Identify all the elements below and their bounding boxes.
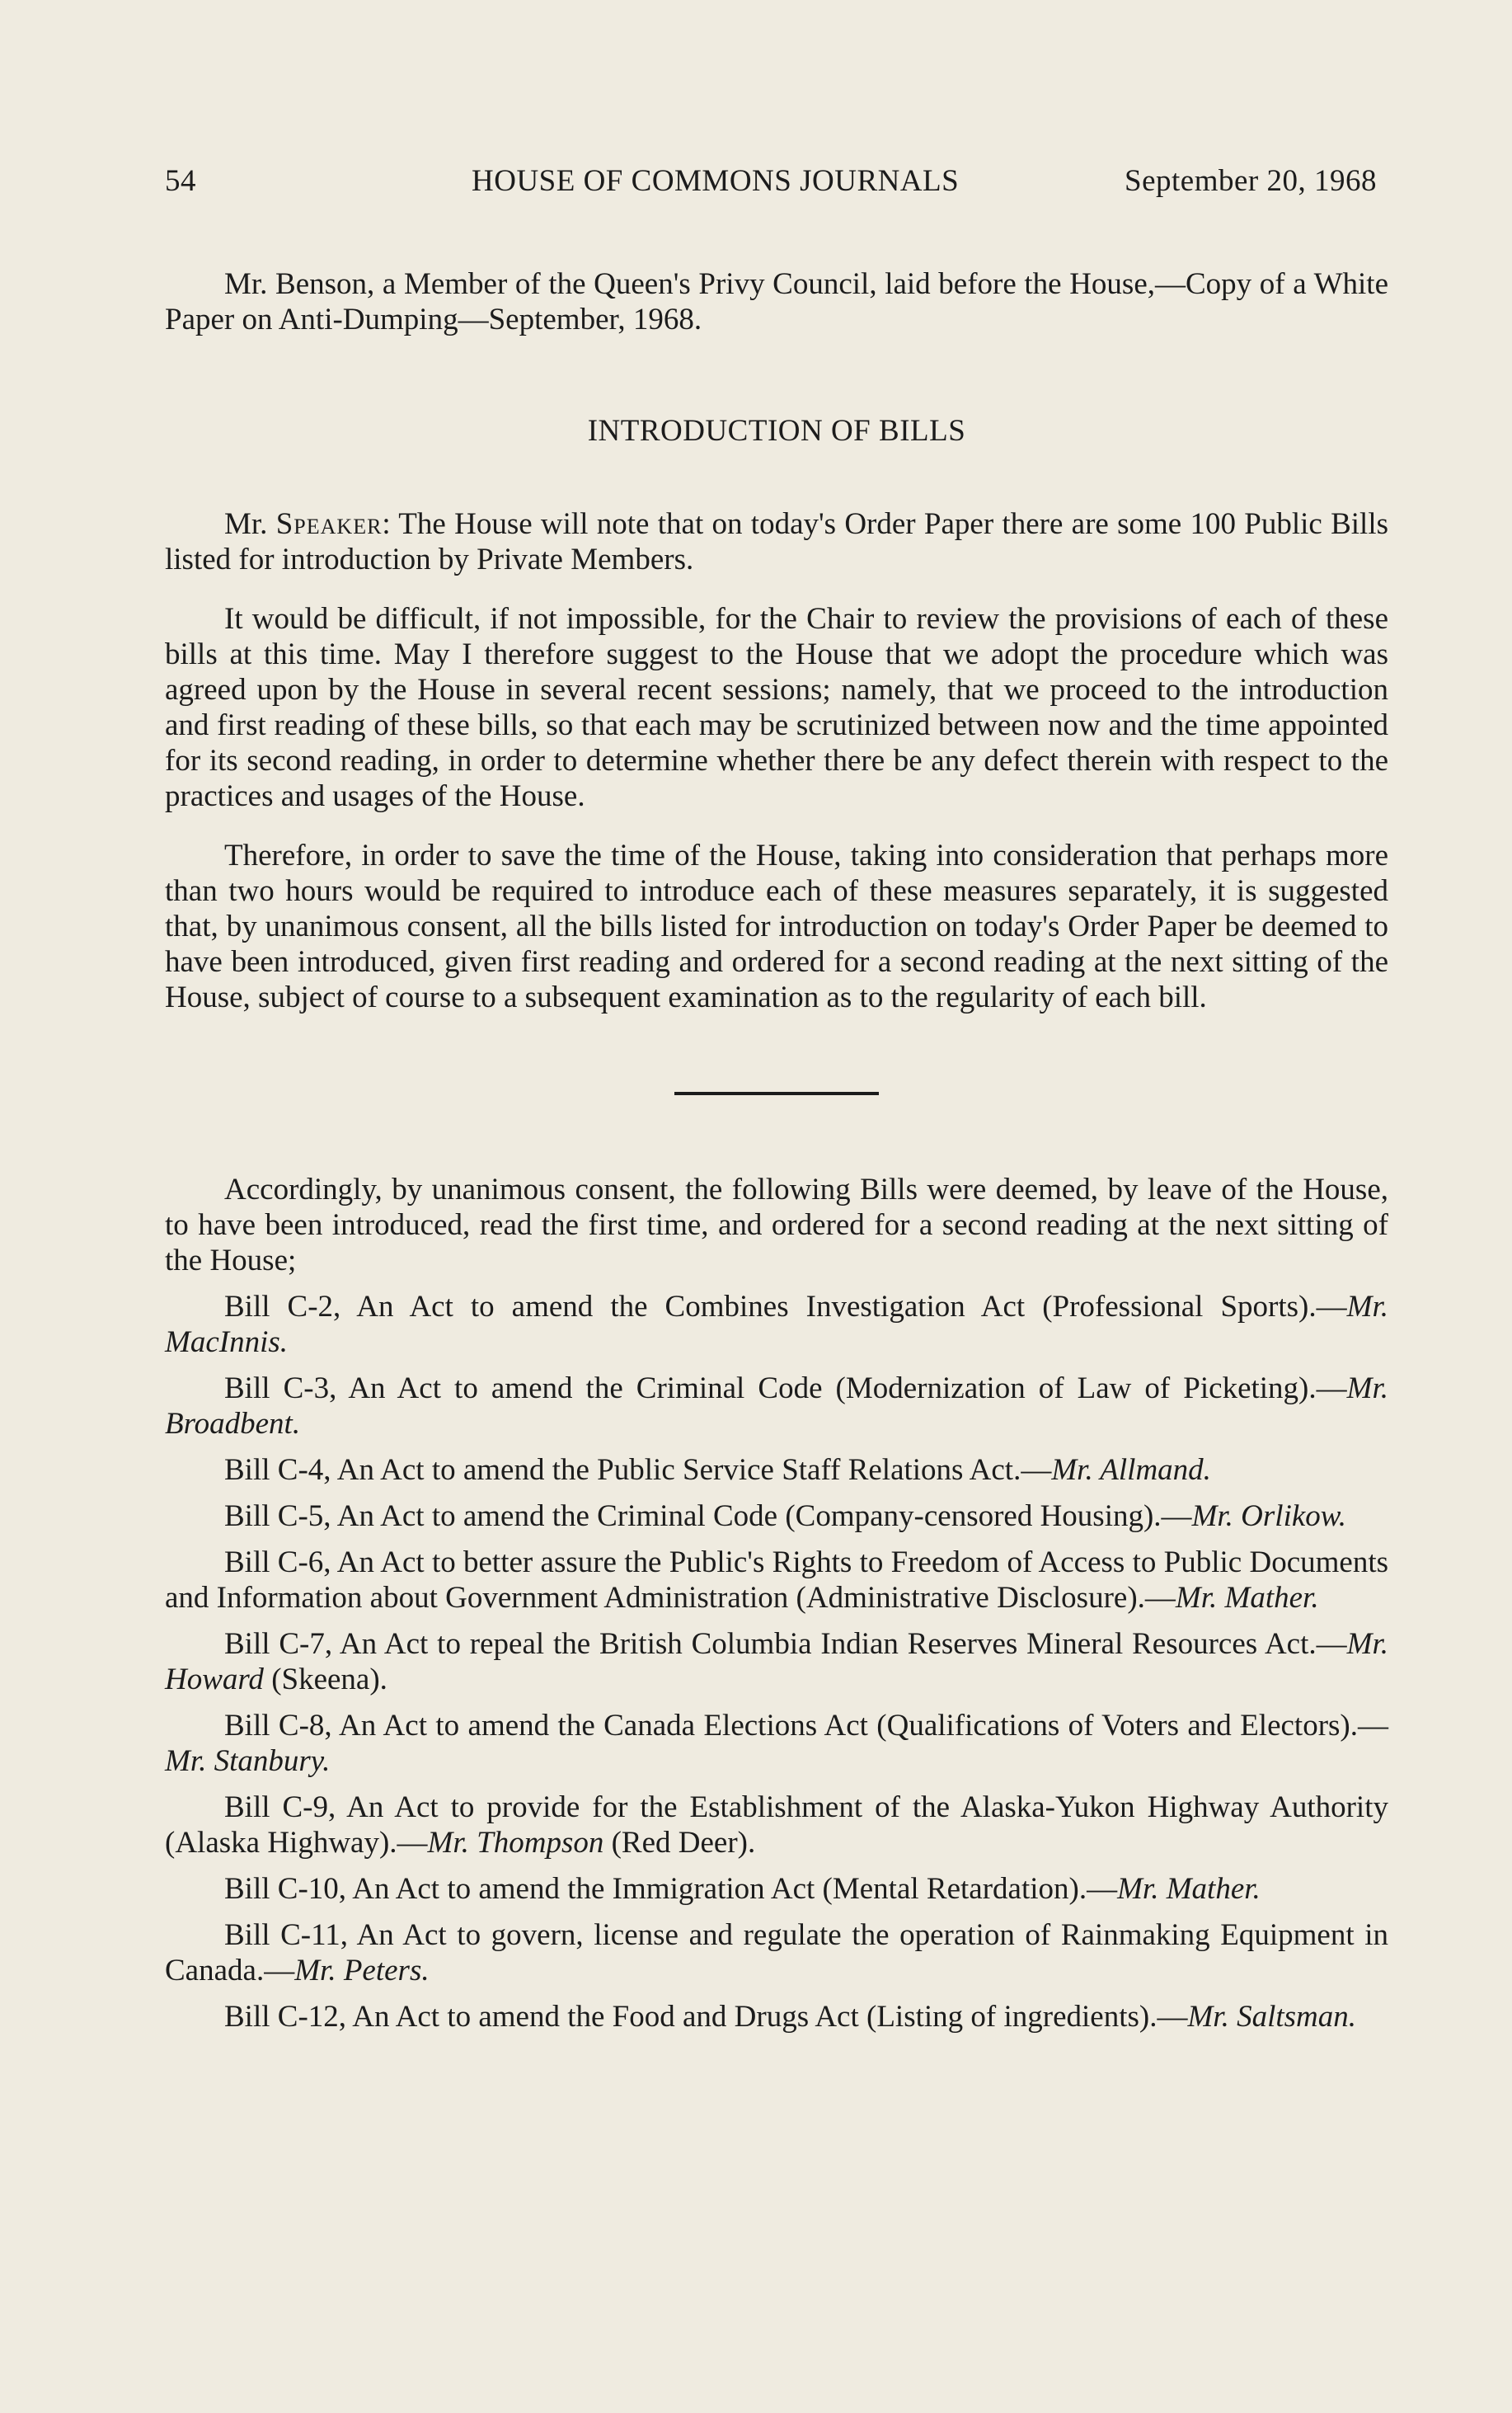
bill-sponsor: Mr. Broadbent. xyxy=(165,1371,1388,1441)
bill-entry xyxy=(165,1498,1388,1534)
header-date: September 20, 1968 xyxy=(1125,164,1377,198)
bill-title: Bill C-9, An Act to provide for the Establishment of the Alaska-Yukon Highway Authority (Alaska Highway).— xyxy=(165,1790,1388,1860)
bill-entry xyxy=(165,1708,1388,1779)
speaker-text: : The House will note that on today's Order Paper there are some 100 Public Bills listed for introduction by Private Members. xyxy=(165,507,1389,576)
bill-title: Bill C-11, An Act to govern, license and regulate the operation of Rainmaking Equipment in Canada.— xyxy=(165,1918,1388,1987)
body-paragraph: It would be difficult, if not impossible, for the Chair to review the provisions of each of these bills at this time. May I therefore suggest to the House that we adopt the procedure which was agreed upon by the House in several recent sessions; namely, that we proceed to the introduction and first reading of these bills, so that each may be scrutinized between now and the time appointed for its second reading, in order to determine whether there be any defect therein with respect to the practices and usages of the House. xyxy=(165,602,1388,813)
journal-title: HOUSE OF COMMONS JOURNALS xyxy=(472,164,960,198)
bill-entry xyxy=(165,1545,1388,1616)
bill-sponsor: Mr. Orlikow. xyxy=(1191,1499,1346,1533)
bill-riding: (Red Deer). xyxy=(603,1826,756,1860)
page-number: 54 xyxy=(165,164,196,198)
bill-sponsor: Mr. Mather. xyxy=(1175,1581,1319,1615)
bill-entry xyxy=(165,1452,1388,1488)
bill-title: Bill C-4, An Act to amend the Public Service Staff Relations Act.— xyxy=(224,1453,1052,1487)
section-heading: INTRODUCTION OF BILLS xyxy=(587,414,966,448)
speaker-prefix: Mr. xyxy=(224,507,276,541)
bill-sponsor: Mr. Peters. xyxy=(294,1954,430,1987)
bill-title: Bill C-6, An Act to better assure the Public's Rights to Freedom of Access to Public Documents and Information about Government Administration (Administrative Disclosure).— xyxy=(165,1545,1388,1615)
bill-sponsor: Mr. Howard xyxy=(165,1627,1388,1696)
bill-title: Bill C-2, An Act to amend the Combines Investigation Act (Professional Sports).— xyxy=(224,1290,1347,1324)
bill-sponsor: Mr. Stanbury. xyxy=(165,1744,331,1778)
bill-sponsor: Mr. Saltsman. xyxy=(1187,2000,1357,2034)
bill-sponsor: Mr. Allmand. xyxy=(1051,1453,1211,1487)
bill-entry xyxy=(165,1871,1388,1907)
section-divider xyxy=(674,1092,879,1095)
bill-entry xyxy=(165,1999,1388,2034)
running-header xyxy=(165,163,1388,199)
bill-sponsor: Mr. Thompson xyxy=(427,1826,604,1860)
bill-entry xyxy=(165,1917,1388,1988)
bill-list xyxy=(165,1289,1388,2034)
bill-title: Bill C-12, An Act to amend the Food and Drugs Act (Listing of ingredients).— xyxy=(224,2000,1188,2034)
bill-entry xyxy=(165,1626,1388,1697)
body-paragraph: Therefore, in order to save the time of the House, taking into consideration that perhaps more than two hours would be required to introduce each of these measures separately, it is suggested that, by unanimous consent, all the bills listed for introduction on today's Order Paper be deemed to have been introduced, given first reading and ordered for a second reading at the next sitting of the House, subject of course to a subsequent examination as to the regularity of each bill. xyxy=(165,839,1388,1014)
speaker-name: Speaker xyxy=(275,507,383,541)
bill-entry xyxy=(165,1371,1388,1442)
tabling-paragraph: Mr. Benson, a Member of the Queen's Privy Council, laid before the House,—Copy of a White Paper on Anti-Dumping—September, 1968. xyxy=(165,267,1388,336)
bill-riding: (Skeena). xyxy=(263,1663,387,1696)
bill-title: Bill C-10, An Act to amend the Immigration Act (Mental Retardation).— xyxy=(224,1872,1118,1906)
bill-sponsor: Mr. MacInnis. xyxy=(165,1290,1388,1359)
bill-sponsor: Mr. Mather. xyxy=(1117,1872,1261,1906)
bill-title: Bill C-3, An Act to amend the Criminal Code (Modernization of Law of Picketing).— xyxy=(224,1371,1347,1405)
bill-title: Bill C-5, An Act to amend the Criminal Code (Company-censored Housing).— xyxy=(224,1499,1192,1533)
accordingly-paragraph: Accordingly, by unanimous consent, the following Bills were deemed, by leave of the House, to have been introduced, read the first time, and ordered for a second reading at the next sitting of the House; xyxy=(165,1173,1388,1277)
bill-entry xyxy=(165,1790,1388,1860)
bill-title: Bill C-8, An Act to amend the Canada Elections Act (Qualifications of Voters and Electors).— xyxy=(224,1709,1388,1743)
speaker-paragraph xyxy=(165,506,1388,577)
bill-title: Bill C-7, An Act to repeal the British Columbia Indian Reserves Mineral Resources Act.— xyxy=(224,1627,1347,1661)
bill-entry xyxy=(165,1289,1388,1360)
